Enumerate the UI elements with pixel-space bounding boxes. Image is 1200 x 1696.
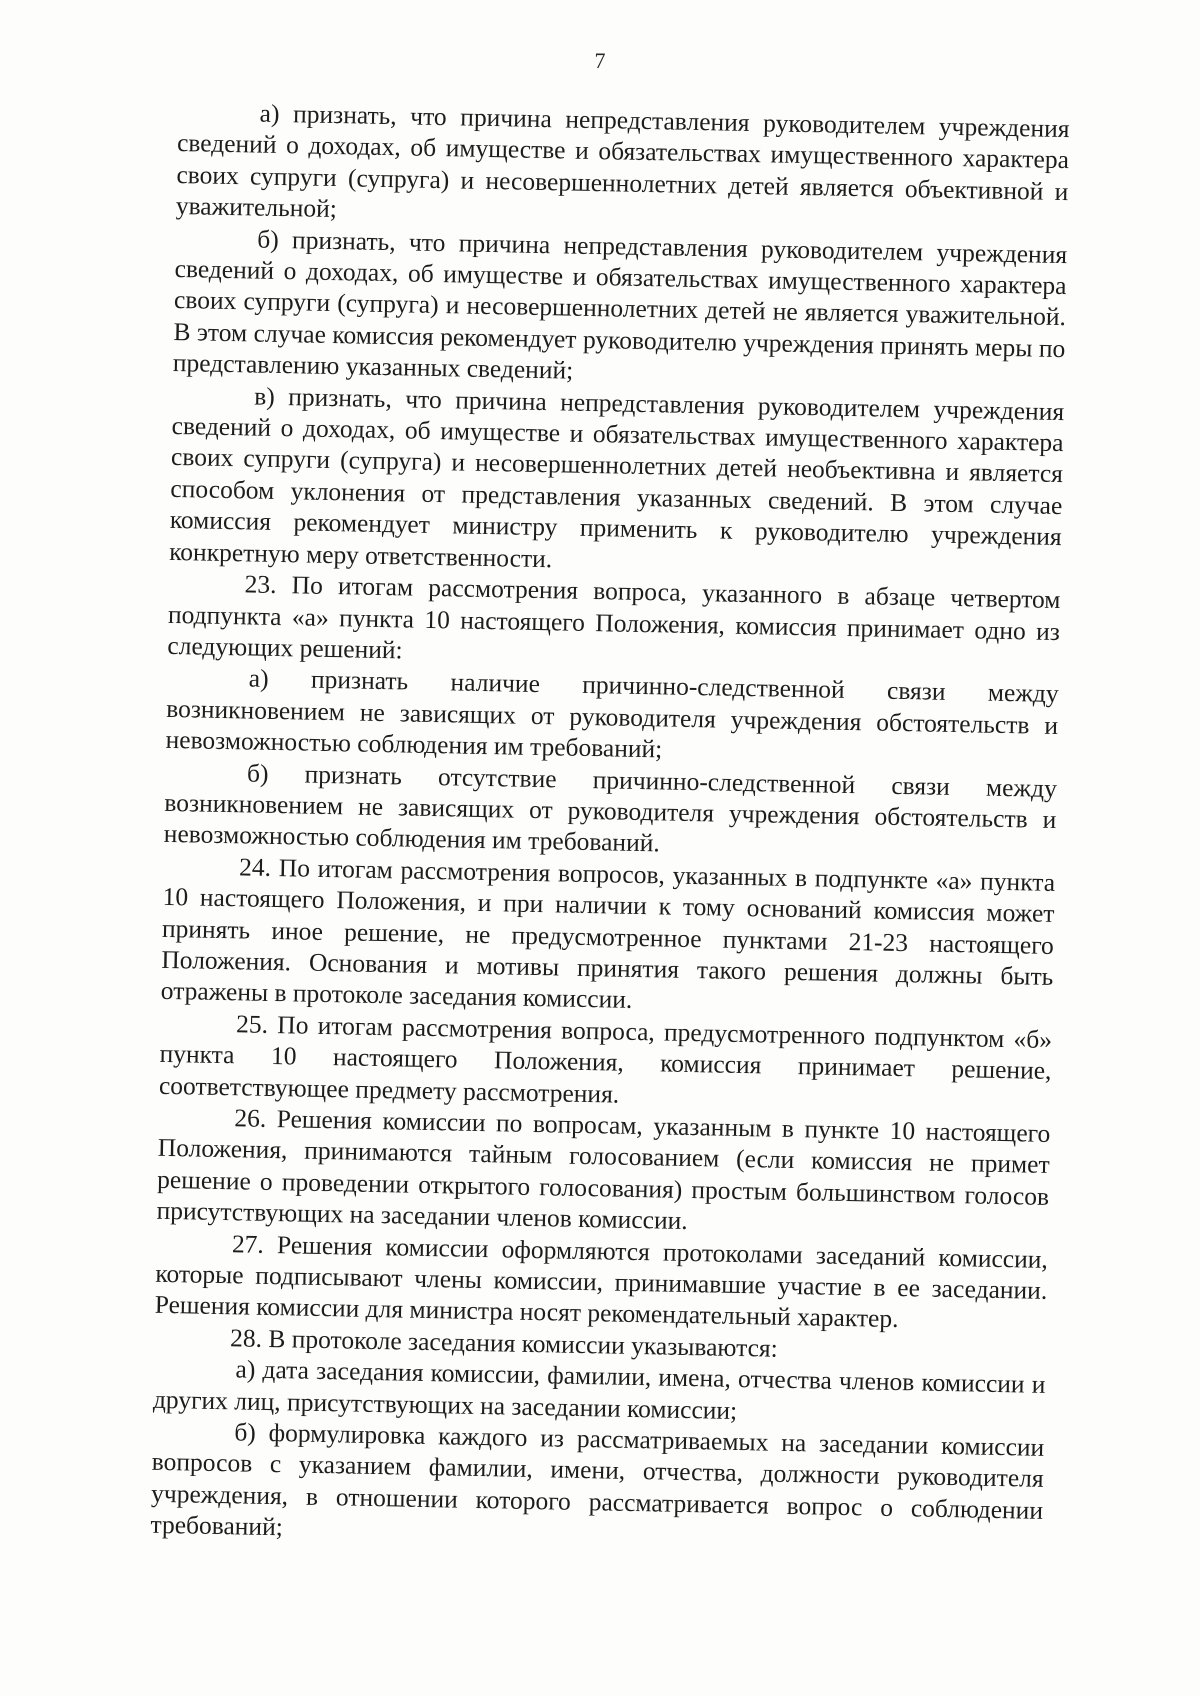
paragraph-25: 25. По итогам рассмотрения вопроса, предусмотренного подпунктом «б» пункта 10 настоящего Положения, комиссия принимает решение, соответствующее предмету рассмотрения. [158, 1009, 1053, 1109]
paragraph-28a: а) дата заседания комиссии, фамилии, имена, отчества членов комиссии и других лиц, присутствующих на заседании комиссии; [152, 1354, 1046, 1425]
paragraph-22v: в) признать, что причина непредставления руководителем учреждения сведений о доходах, об имуществе и обязательствах имущественного характера своих супруги (супруга) и несовершеннолетних детей необъективна и является способом уклонения от представления указанных сведений. В этом случае комиссия рекомендует министру применить к руководителю учреждения конкретную меру ответственности. [168, 381, 1065, 573]
document-body [150, 96, 1070, 1558]
paragraph-23: 23. По итогам рассмотрения вопроса, указанного в абзаце четвертом подпункта «а» пункта 10 настоящего Положения, комиссия принимает одно из следующих решений: [167, 569, 1061, 665]
paragraph-28b: б) формулировка каждого из рассматриваемых на заседании комиссии вопросов с указанием фамилии, имени, отчества, должности руководителя учреждения, в отношении которого рассматривается вопрос о соблюдении требований; [150, 1417, 1045, 1542]
paragraph-28: 28. В протоколе заседания комиссии указываются: [229, 1323, 779, 1363]
paragraph-24: 24. По итогам рассмотрения вопросов, указанных в подпункте «а» пункта 10 настоящего Положения, и при наличии к тому оснований комиссия может принять иное решение, не предусмотренное пунктами 21-23 настоящего Положения. Основания и мотивы принятия такого решения должны быть отражены в протоколе заседания комиссии. [160, 852, 1056, 1015]
paragraph-22b: б) признать, что причина непредставления руководителем учреждения сведений о доходах, об имуществе и обязательствах имущественного характера своих супруги (супруга) и несовершеннолетних детей не является уважительной. В этом случае комиссия рекомендует руководителю учреждения принять меры по представлению указанных сведений; [172, 224, 1068, 385]
paragraph-27: 27. Решения комиссии оформляются протоколами заседаний комиссии, которые подписывают члены комиссии, принимавшие участие в ее заседании. Решения комиссии для министра носят рекомендательный характер. [154, 1228, 1049, 1334]
paragraph-23a: а) признать наличие причинно-следственной связи между возникновением не зависящих от руководителя учреждения обстоятельств и невозможностью соблюдения им требований; [165, 663, 1059, 764]
paragraph-22a: а) признать, что причина непредставления руководителем учреждения сведений о доходах, об имуществе и обязательствах имущественного характера своих супруги (супруга) и несовершеннолетних детей является объективной и уважительной; [175, 98, 1070, 224]
paragraph-23b: б) признать отсутствие причинно-следственной связи между возникновением не зависящих от руководителя учреждения обстоятельств и невозможностью соблюдения им требований. [163, 757, 1058, 858]
page-number: 7 [594, 48, 606, 73]
paragraph-26: 26. Решения комиссии по вопросам, указанным в пункте 10 настоящего Положения, принимаются тайным голосованием (если комиссия не примет решение о проведении открытого голосования) простым большинством голосов присутствующих на заседании членов комиссии. [156, 1103, 1051, 1236]
